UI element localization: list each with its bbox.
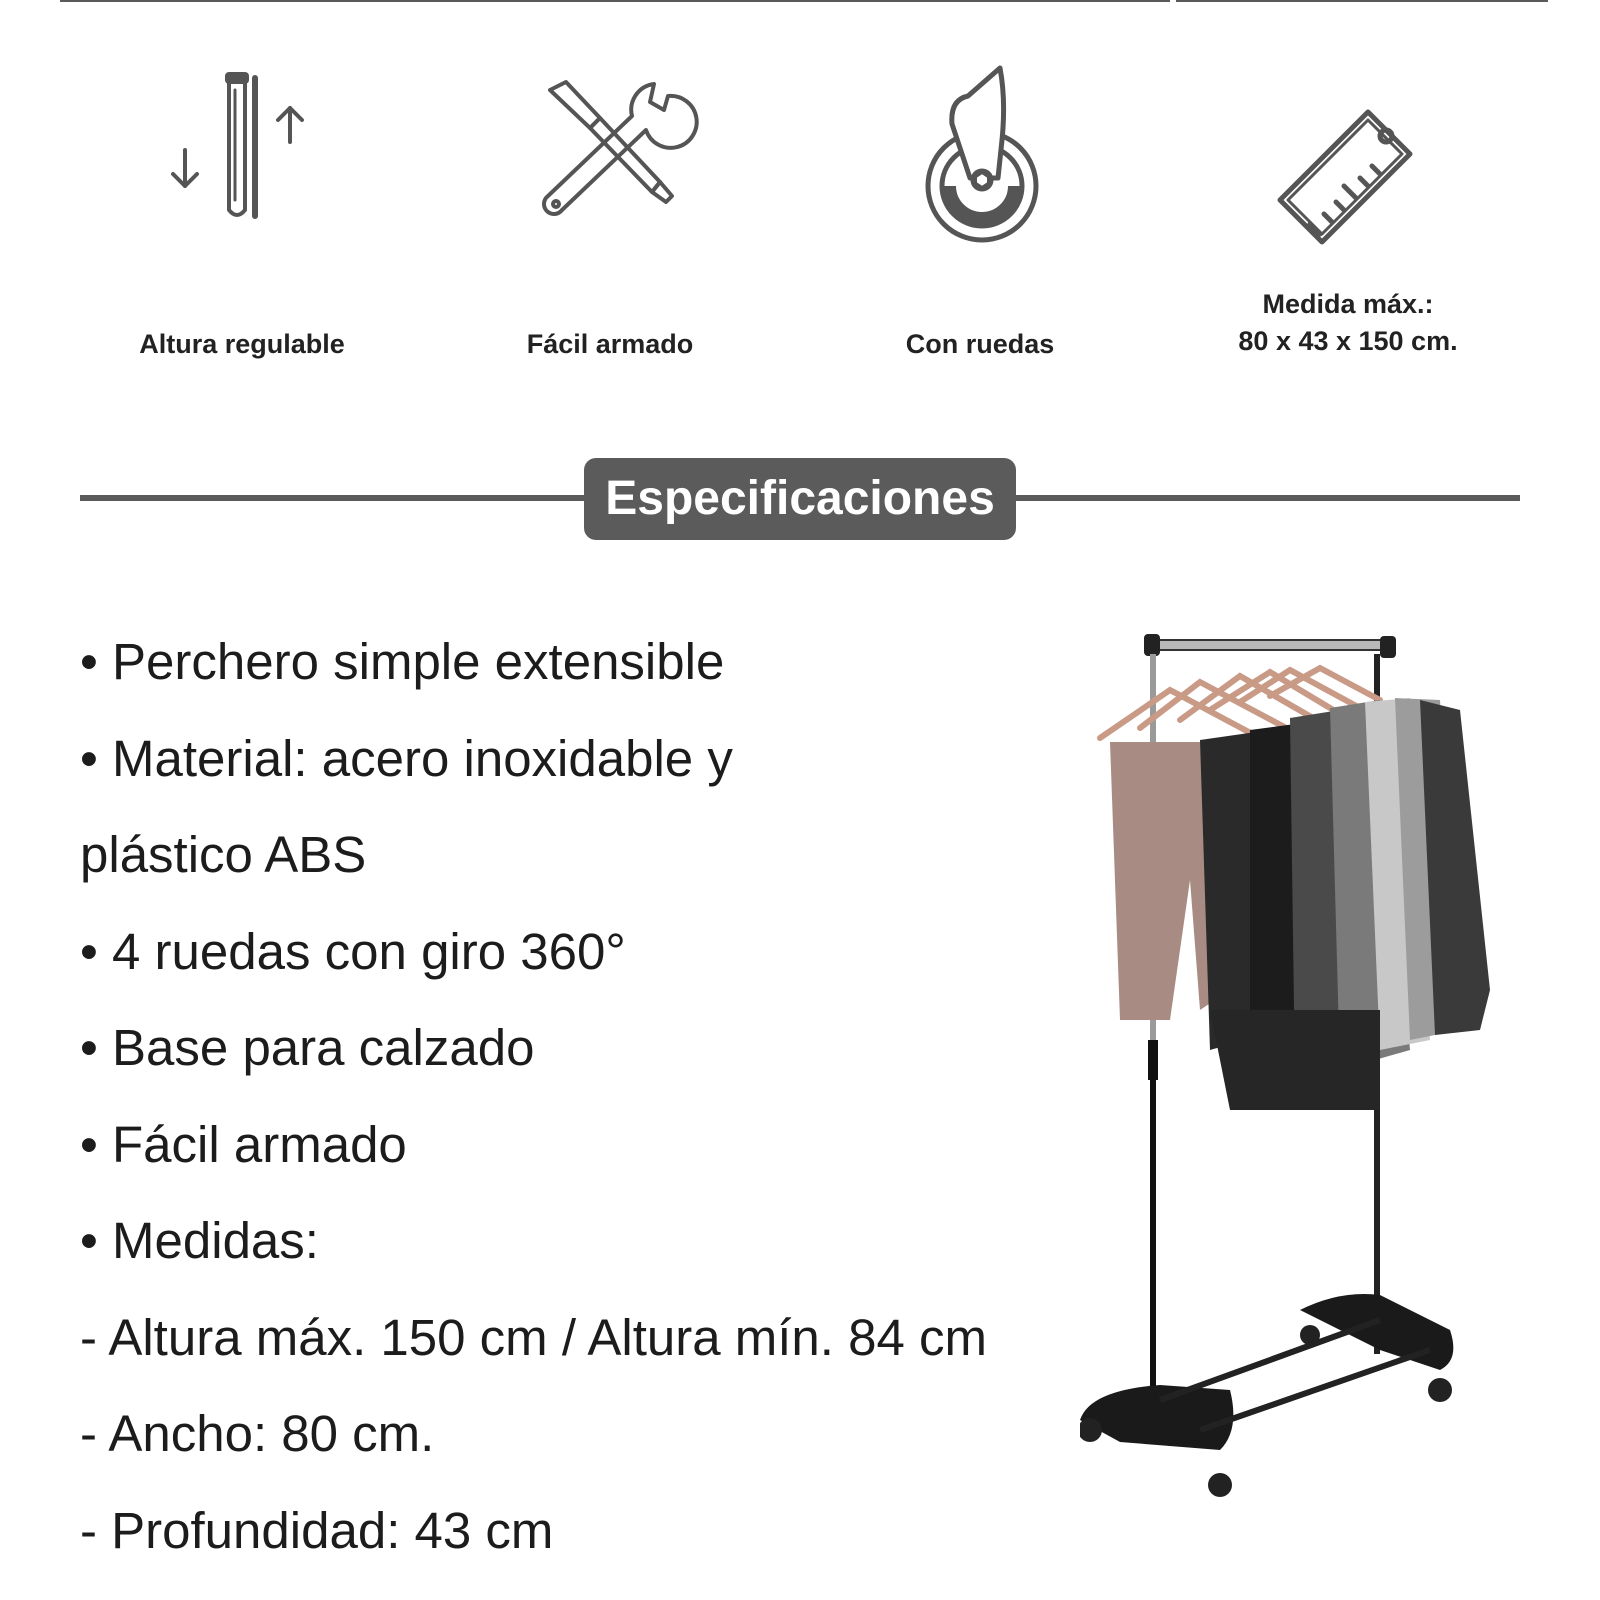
adjustable-height-icon <box>72 60 412 260</box>
section-title: Especificaciones <box>584 458 1016 540</box>
spec-item: • Base para calzado <box>80 1019 535 1076</box>
feature-label-line2: 80 x 43 x 150 cm. <box>1238 326 1458 356</box>
feature-label-line1: Medida máx.: <box>1262 289 1434 319</box>
spec-item: - Altura máx. 150 cm / Altura mín. 84 cm <box>80 1308 987 1366</box>
spec-item: • Perchero simple extensible <box>80 633 725 690</box>
ruler-icon <box>1178 60 1518 260</box>
feature-dimensions <box>1178 60 1518 380</box>
top-divider <box>60 0 1548 2</box>
feature-label: Altura regulable <box>139 329 345 359</box>
spec-item: • Fácil armado <box>80 1115 407 1173</box>
feature-label: Fácil armado <box>526 329 694 359</box>
spec-list <box>80 614 1080 1579</box>
tools-icon <box>440 60 780 260</box>
spec-item: • Material: acero inoxidable y <box>80 729 733 787</box>
spec-item: plástico ABS <box>80 826 367 883</box>
spec-item: • 4 ruedas con giro 360° <box>80 922 626 980</box>
feature-label: Con ruedas <box>905 329 1055 359</box>
wheel-icon <box>810 60 1150 260</box>
feature-easy-assembly <box>440 60 780 380</box>
feature-wheels <box>810 60 1150 380</box>
spec-item: • Medidas: <box>80 1212 319 1269</box>
spec-item: - Ancho: 80 cm. <box>80 1405 435 1462</box>
clothes-rack-image <box>1080 630 1550 1530</box>
feature-adjustable-height <box>72 60 412 380</box>
spec-item: - Profundidad: 43 cm <box>80 1501 554 1559</box>
